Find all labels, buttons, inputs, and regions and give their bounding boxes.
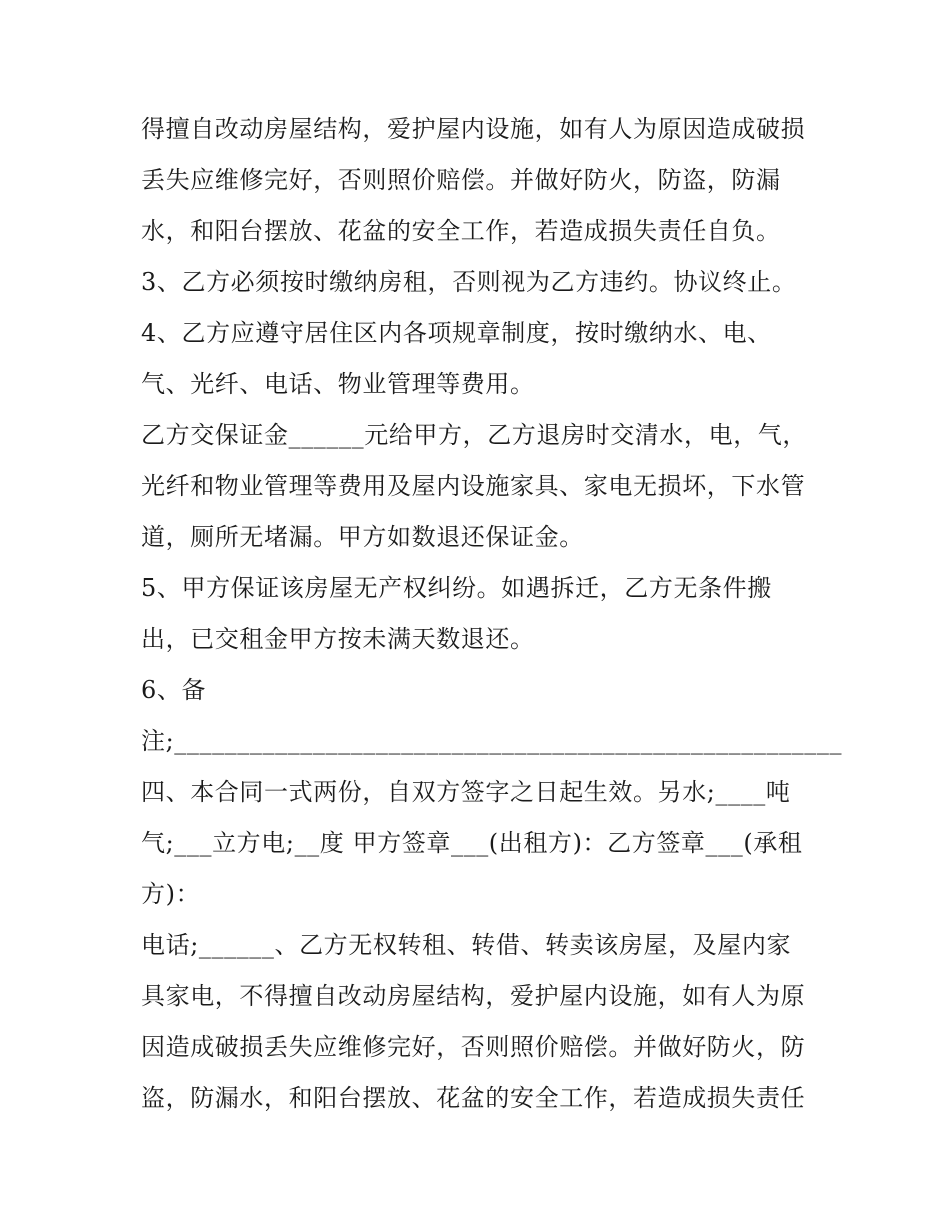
text-line-11: 出，已交租金甲方按未满天数退还。 xyxy=(141,625,535,653)
text-line-19: 因造成破损丢失应维修完好，否则照价赔偿。并做好防火，防 xyxy=(141,1033,806,1061)
text-line-3: 水，和阳台摆放、花盆的安全工作，若造成损失责任自负。 xyxy=(141,217,781,245)
phone-line: 电话;______、乙方无权转租、转借、转卖该房屋，及屋内家 xyxy=(141,931,792,959)
text-line-20: 盗，防漏水，和阳台摆放、花盆的安全工作，若造成损失责任 xyxy=(141,1084,806,1112)
clause-3: 3、乙方必须按时缴纳房租，否则视为乙方违约。协议终止。 xyxy=(141,268,797,296)
clause-5: 5、甲方保证该房屋无产权纠纷。如遇拆迁，乙方无条件搬 xyxy=(141,574,772,602)
remarks-line: 注;_____________________________________________________ xyxy=(141,727,843,755)
text-line-6: 气、光纤、电话、物业管理等费用。 xyxy=(141,370,535,398)
clause-6: 6、备 xyxy=(141,676,207,704)
text-line-18: 具家电，不得擅自改动房屋结构，爱护屋内设施，如有人为原 xyxy=(141,982,806,1010)
deposit-line: 乙方交保证金______元给甲方，乙方退房时交清水，电，气， xyxy=(141,421,807,449)
text-line-8: 光纤和物业管理等费用及屋内设施家具、家电无损坏，下水管 xyxy=(141,472,806,500)
text-line-9: 道，厕所无堵漏。甲方如数退还保证金。 xyxy=(141,523,584,551)
text-line-2: 丢失应维修完好，否则照价赔偿。并做好防火，防盗，防漏 xyxy=(141,166,781,194)
text-line-1: 得擅自改动房屋结构，爱护屋内设施，如有人为原因造成破损 xyxy=(141,115,806,143)
text-line-16: 方)： xyxy=(141,880,201,908)
section-4: 四、本合同一式两份，自双方签字之日起生效。另水;____吨 xyxy=(141,778,791,806)
clause-4: 4、乙方应遵守居住区内各项规章制度，按时缴纳水、电、 xyxy=(141,319,772,347)
signature-line: 气;___立方电;__度 甲方签章___(出租方)：乙方签章___(承租 xyxy=(141,829,803,857)
